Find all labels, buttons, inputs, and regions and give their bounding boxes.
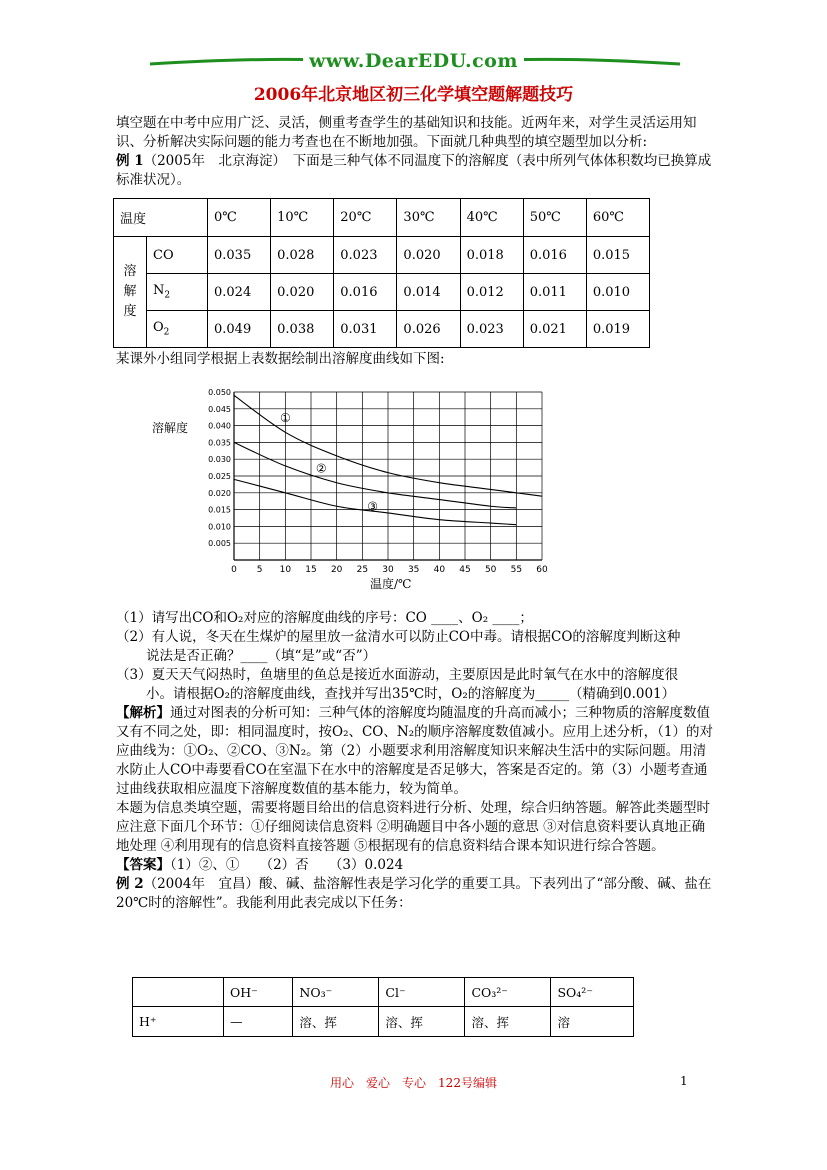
- gas-label: $O_2$: [147, 311, 208, 348]
- x-tick-label: 5: [256, 565, 263, 575]
- x-tick-label: 35: [407, 565, 420, 575]
- question-2: （2）有人说，冬天在生煤炉的屋里放一盆清水可以防止CO中毒。请根据CO的溶解度判断这种: [116, 629, 681, 645]
- ion-header: SO₄²⁻: [551, 978, 634, 1007]
- table-cell: 0.031: [334, 311, 397, 348]
- ion-label: H⁺: [133, 1007, 224, 1037]
- page-footer: 用心 爱心 专心 122号编辑: [330, 1076, 497, 1090]
- series-label-3: ③: [367, 499, 378, 514]
- temp-header: 0℃: [208, 199, 271, 237]
- summary-paragraph: 本题为信息类填空题，需要将题目给出的信息资料进行分析、处理，综合归纳答题。解答此类题型时应注意下面几个环节：①仔细阅读信息资料 ②明确题目中各小题的意思 ③对信息资料要认真地正确地处理 ④利用现有的信息资料直接答题 ⑤根据现有的信息资料结合课本知识进行综合答题。: [116, 800, 710, 854]
- table-cell: 0.026: [397, 311, 460, 348]
- table-cell: —: [224, 1007, 293, 1037]
- question-1: （1）请写出CO和O₂对应的溶解度曲线的序号：CO ____、O₂ ____；: [116, 610, 533, 626]
- page-number: 1: [680, 1074, 688, 1088]
- ion-header: Cl⁻: [379, 978, 465, 1007]
- temp-header: 50℃: [523, 199, 586, 237]
- y-tick-label: 0.035: [208, 438, 231, 448]
- analysis-text: 通过对图表的分析可知：三种气体的溶解度均随温度的升高而减小；三种物质的溶解度数值又有不同之处，即：相同温度时，按O₂、CO、N₂的顺序溶解度数值减小。应用上述分析，（1）的对应曲线为：①O₂、②CO、③N₂。第（2）小题要求利用溶解度知识来解决生活中的实际问题。用清水防止人CO中毒要看CO在室温下在水中的溶解度是否足够大，答案是否定的。第（3）小题考查通过曲线获取相应温度下溶解度数值的基本能力，较为简单。: [116, 705, 713, 797]
- table-cell: 0.019: [586, 311, 649, 348]
- table-cell: 0.016: [523, 237, 586, 274]
- question-2-cont: 说法是否正确？____（填“是”或“否”）: [146, 648, 377, 664]
- analysis-paragraph: [116, 704, 716, 799]
- y-tick-label: 0.025: [208, 472, 231, 481]
- series-label-1: ①: [279, 411, 291, 426]
- x-axis-label: 温度/℃: [370, 577, 412, 591]
- table-cell: 0.011: [523, 274, 586, 311]
- x-tick-label: 50: [484, 565, 497, 575]
- chart-intro: 某课外小组同学根据上表数据绘制出溶解度曲线如下图:: [116, 351, 445, 367]
- table-cell: 0.049: [208, 311, 271, 348]
- y-tick-label: 0.045: [208, 404, 231, 414]
- series-line-2: [234, 442, 516, 508]
- example-2-text: （2004年 宜昌）酸、碱、盐溶解性表是学习化学的重要工具。下表列出了“部分酸、碱、盐在20℃时的溶解性”。我能利用此表完成以下任务：: [116, 876, 712, 911]
- y-axis-label: 溶解度: [152, 421, 189, 435]
- series-label-2: ②: [315, 461, 327, 476]
- table-cell: 0.024: [208, 274, 271, 311]
- solubility-rules-table: [132, 977, 634, 1037]
- site-header: [0, 50, 827, 72]
- table-cell: 溶: [551, 1007, 634, 1037]
- example-2-paragraph: [116, 875, 716, 913]
- example-2-label: 例 2: [116, 876, 144, 892]
- x-tick-label: 10: [279, 565, 292, 575]
- temp-header: 20℃: [334, 199, 397, 237]
- y-tick-label: 0.020: [208, 488, 231, 498]
- intro-paragraph: [116, 114, 716, 190]
- question-3: （3）夏天天气闷热时，鱼塘里的鱼总是接近水面游动，主要原因是此时氧气在水中的溶解度很: [116, 667, 679, 683]
- temp-header: 10℃: [271, 199, 334, 237]
- solubility-chart: [150, 380, 570, 605]
- question-block: [116, 609, 716, 913]
- table-cell: 0.015: [586, 237, 649, 274]
- table-cell: 0.010: [586, 274, 649, 311]
- y-tick-label: 0.030: [208, 455, 231, 465]
- table-cell: 0.038: [271, 311, 334, 348]
- x-tick-label: 25: [356, 565, 369, 575]
- table-cell: 0.014: [397, 274, 460, 311]
- table-cell: 0.023: [460, 311, 523, 348]
- answer-label: 【答案】: [116, 857, 170, 873]
- ion-header: CO₃²⁻: [465, 978, 551, 1007]
- table-cell: 0.028: [271, 237, 334, 274]
- y-tick-label: 0.040: [208, 421, 231, 431]
- ion-header: OH⁻: [224, 978, 293, 1007]
- y-tick-label: 0.010: [208, 522, 231, 532]
- example-1-label: 例 1: [116, 153, 144, 169]
- table-cell: 0.012: [460, 274, 523, 311]
- table-cell: 0.020: [397, 237, 460, 274]
- temp-header: 30℃: [397, 199, 460, 237]
- gas-label: $N_2$: [147, 274, 208, 311]
- x-tick-label: 60: [536, 565, 548, 575]
- x-tick-label: 15: [305, 565, 317, 575]
- table-cell: 溶、挥: [293, 1007, 379, 1037]
- solubility-row-label: 溶 解 度: [114, 237, 147, 348]
- y-tick-label: 0.050: [208, 388, 231, 397]
- analysis-label: 【解析】: [116, 705, 170, 721]
- answer-line: [116, 856, 716, 875]
- question-3-cont: 小。请根据O₂的溶解度曲线，查找并写出35℃时，O₂的溶解度为_____（精确到0.001）: [146, 686, 676, 702]
- table-cell: 0.016: [334, 274, 397, 311]
- table-cell: 溶、挥: [465, 1007, 551, 1037]
- y-tick-label: 0.005: [208, 539, 231, 549]
- y-tick-label: 0.015: [208, 505, 231, 515]
- x-tick-label: 30: [382, 565, 394, 575]
- page-title: 2006年北京地区初三化学填空题解题技巧: [253, 85, 574, 105]
- example-1-text: （2005年 北京海淀） 下面是三种气体不同温度下的溶解度（表中所列气体体积数均已换算成标准状况）。: [116, 153, 712, 188]
- gas-label: CO: [147, 237, 208, 274]
- table-cell: 0.020: [271, 274, 334, 311]
- x-tick-label: 20: [330, 565, 343, 575]
- ion-header: NO₃⁻: [293, 978, 379, 1007]
- temp-header: 40℃: [460, 199, 523, 237]
- intro-text: 填空题在中考中应用广泛、灵活，侧重考查学生的基础知识和技能。近两年来，对学生灵活运用知识、分析解决实际问题的能力考查也在不断地加强。下面就几种典型的填空题型加以分析:: [116, 115, 697, 150]
- table-cell: 0.018: [460, 237, 523, 274]
- solubility-table: [113, 198, 650, 348]
- temp-header: 60℃: [586, 199, 649, 237]
- table-cell: 溶、挥: [379, 1007, 465, 1037]
- x-tick-label: 55: [510, 565, 523, 575]
- table-cell: 0.023: [334, 237, 397, 274]
- x-tick-label: 0: [231, 565, 237, 575]
- table-cell: 0.021: [523, 311, 586, 348]
- answer-text: （1）②、① （2）否 （3）0.024: [170, 857, 404, 873]
- table2-corner: [133, 978, 224, 1007]
- x-tick-label: 45: [459, 565, 471, 575]
- site-url[interactable]: www.DearEDU.com: [303, 50, 524, 72]
- table-corner: 温度: [114, 199, 208, 237]
- table-cell: 0.035: [208, 237, 271, 274]
- x-tick-label: 40: [433, 565, 446, 575]
